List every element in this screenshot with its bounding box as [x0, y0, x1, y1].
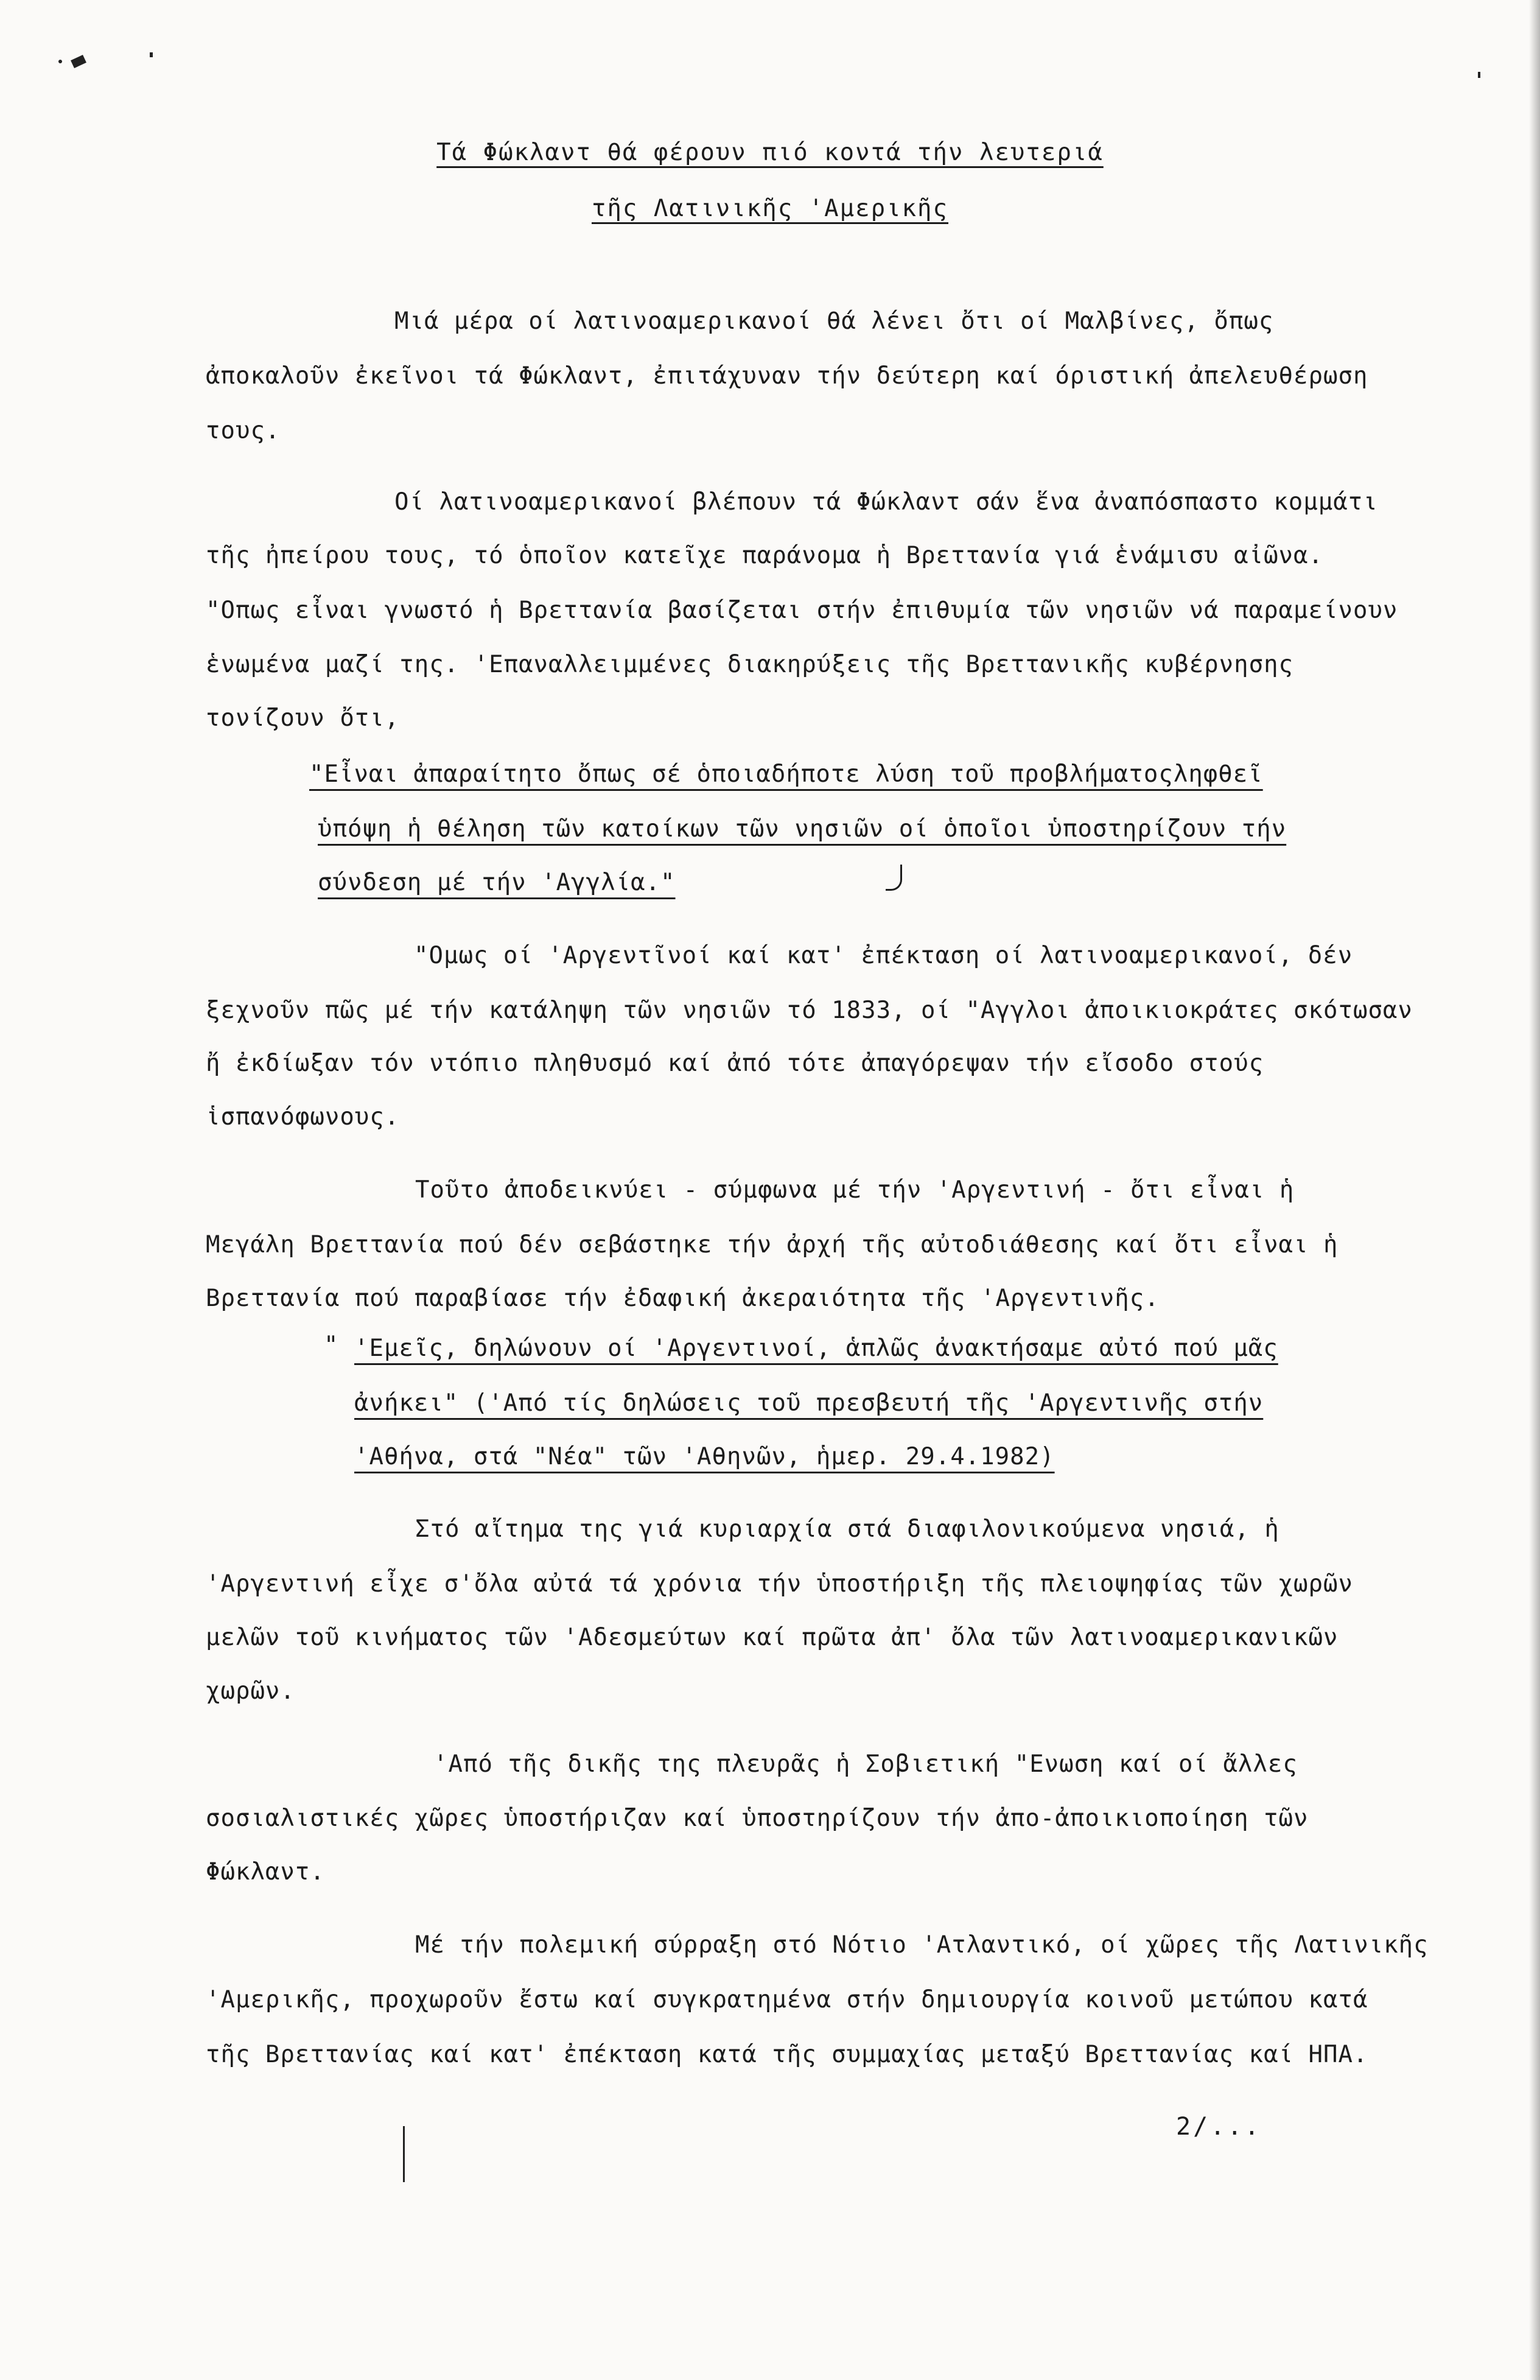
- paragraph-2-line-3: "Οπως εἶναι γνωστό ἡ Βρεττανία βασίζεται στήν ἐπιθυμία τῶν νησιῶν νά παραμείνουν: [206, 597, 1398, 624]
- paragraph-3-line-3: ἤ ἐκδίωξαν τόν ντόπιο πληθυσμό καί ἀπό τότε ἀπαγόρεψαν τήν εἴσοδο στούς: [206, 1050, 1264, 1077]
- paragraph-7-line-2: 'Αμερικῆς, προχωροῦν ἔστω καί συγκρατημένα στήν δημιουργία κοινοῦ μετώπου κατά: [206, 1986, 1368, 2013]
- quote-2-line-2: ἀνήκει" ('Από τίς δηλώσεις τοῦ πρεσβευτή τῆς 'Αργεντινῆς στήν: [354, 1389, 1264, 1417]
- paragraph-1-line-1: Μιά μέρα οί λατινοαμερικανοί θά λένει ὄτι οί Μαλβίνες, ὄπως: [394, 307, 1274, 335]
- paragraph-2-line-1: Οί λατινοαμερικανοί βλέπουν τά Φώκλαντ σάν ἕνα ἀναπόσπαστο κομμάτι: [394, 488, 1378, 516]
- quote-2-open-mark: ": [324, 1332, 339, 1359]
- paragraph-1-line-2: ἀποκαλοῦν ἐκεῖνοι τά Φώκλαντ, ἐπιτάχυναν τήν δεύτερη καί όριστική ἀπελευθέρωση: [206, 362, 1368, 390]
- paragraph-3-line-2: ξεχνοῦν πῶς μέ τήν κατάληψη τῶν νησιῶν τό 1833, οί "Αγγλοι ἀποικιοκράτες σκότωσαν: [206, 997, 1413, 1024]
- paragraph-4-line-1: Τοῦτο ἀποδεικνύει - σύμφωνα μέ τήν 'Αργεντινή - ὄτι εἶναι ἡ: [415, 1176, 1295, 1204]
- title-line-1: Τά Φώκλαντ θά φέρουν πιό κοντά τήν λευτεριά: [436, 139, 1104, 166]
- scan-edge-shadow: [1529, 0, 1540, 2380]
- quote-2-line-1: 'Εμεῖς, δηλώνουν οί 'Αργεντινοί, ἁπλῶς ἀνακτήσαμε αὐτό πού μᾶς: [354, 1335, 1278, 1362]
- quote-1-line-2: ὑπόψη ἡ θέληση τῶν κατοίκων τῶν νησιῶν οί ὁποῖοι ὑποστηρίζουν τήν: [318, 815, 1287, 843]
- quote-1-line-3: σύνδεση μέ τήν 'Αγγλία.": [318, 869, 676, 896]
- paragraph-1-line-3: τους.: [206, 417, 281, 444]
- paragraph-2-line-4: ἑνωμένα μαζί της. 'Επαναλλειμμένες διακηρύξεις τῆς Βρεττανικῆς κυβέρνησης: [206, 651, 1294, 678]
- scan-speck: [58, 60, 62, 63]
- title-line-2: τῆς Λατινικῆς 'Αμερικῆς: [591, 195, 949, 222]
- paragraph-2-line-2: τῆς ἠπείρου τους, τό ὁποῖον κατεῖχε παράνομα ἡ Βρεττανία γιά ἑνάμισυ αἰῶνα.: [206, 542, 1323, 569]
- paragraph-5-line-3: μελῶν τοῦ κινήματος τῶν 'Αδεσμεύτων καί πρῶτα ἀπ' ὄλα τῶν λατινοαμερικανικῶν: [206, 1624, 1339, 1651]
- paragraph-4-line-3: Βρεττανία πού παραβίασε τήν ἐδαφική ἀκεραιότητα τῆς 'Αργεντινῆς.: [206, 1285, 1160, 1312]
- scan-speck: [1478, 72, 1480, 78]
- scan-speck: [150, 52, 153, 57]
- paragraph-3-line-4: ἱσπανόφωνους.: [206, 1103, 400, 1131]
- margin-rule: [403, 2126, 405, 2182]
- paragraph-5-line-1: Στό αἴτημα της γιά κυριαρχία στά διαφιλονικούμενα νησιά, ἡ: [415, 1515, 1279, 1543]
- paragraph-2-line-5: τονίζουν ὄτι,: [206, 704, 400, 732]
- quote-1-bracket: [886, 865, 902, 891]
- quote-2-line-3: 'Αθήνα, στά "Νέα" τῶν 'Αθηνῶν, ἡμερ. 29.4.1982): [354, 1443, 1055, 1470]
- paragraph-6-line-1: 'Από τῆς δικῆς της πλευρᾶς ἡ Σοβιετική "Ενωση καί οί ἄλλες: [433, 1750, 1298, 1778]
- paragraph-6-line-2: σοσιαλιστικές χῶρες ὑποστήριζαν καί ὑποστηρίζουν τήν ἀπο-ἀποικιοποίηση τῶν: [206, 1805, 1309, 1832]
- paragraph-3-line-1: "Ομως οί 'Αργεντῖνοί καί κατ' ἐπέκταση οί λατινοαμερικανοί, δέν: [414, 942, 1353, 969]
- paragraph-5-line-4: χωρῶν.: [206, 1677, 295, 1705]
- page-continuation-marker: 2/...: [1176, 2113, 1262, 2141]
- quote-1-line-1: "Εἶναι ἀπαραίτητο ὄπως σέ ὁποιαδήποτε λύση τοῦ προβλήματοςληφθεῖ: [309, 760, 1263, 788]
- paragraph-6-line-3: Φώκλαντ.: [206, 1858, 325, 1886]
- paragraph-5-line-2: 'Αργεντινή εἶχε σ'ὄλα αὐτά τά χρόνια τήν ὑποστήριξη τῆς πλειοψηφίας τῶν χωρῶν: [206, 1570, 1353, 1598]
- scan-speck: [71, 55, 86, 68]
- paragraph-7-line-1: Μέ τήν πολεμική σύρραξη στό Νότιο 'Ατλαντικό, οί χῶρες τῆς Λατινικῆς: [415, 1931, 1429, 1959]
- paragraph-7-line-3: τῆς Βρεττανίας καί κατ' ἐπέκταση κατά τῆς συμμαχίας μεταξύ Βρεττανίας καί ΗΠΑ.: [206, 2041, 1368, 2068]
- paragraph-4-line-2: Μεγάλη Βρεττανία πού δέν σεβάστηκε τήν ἀρχή τῆς αὐτοδιάθεσης καί ὄτι εἶναι ἡ: [206, 1231, 1339, 1258]
